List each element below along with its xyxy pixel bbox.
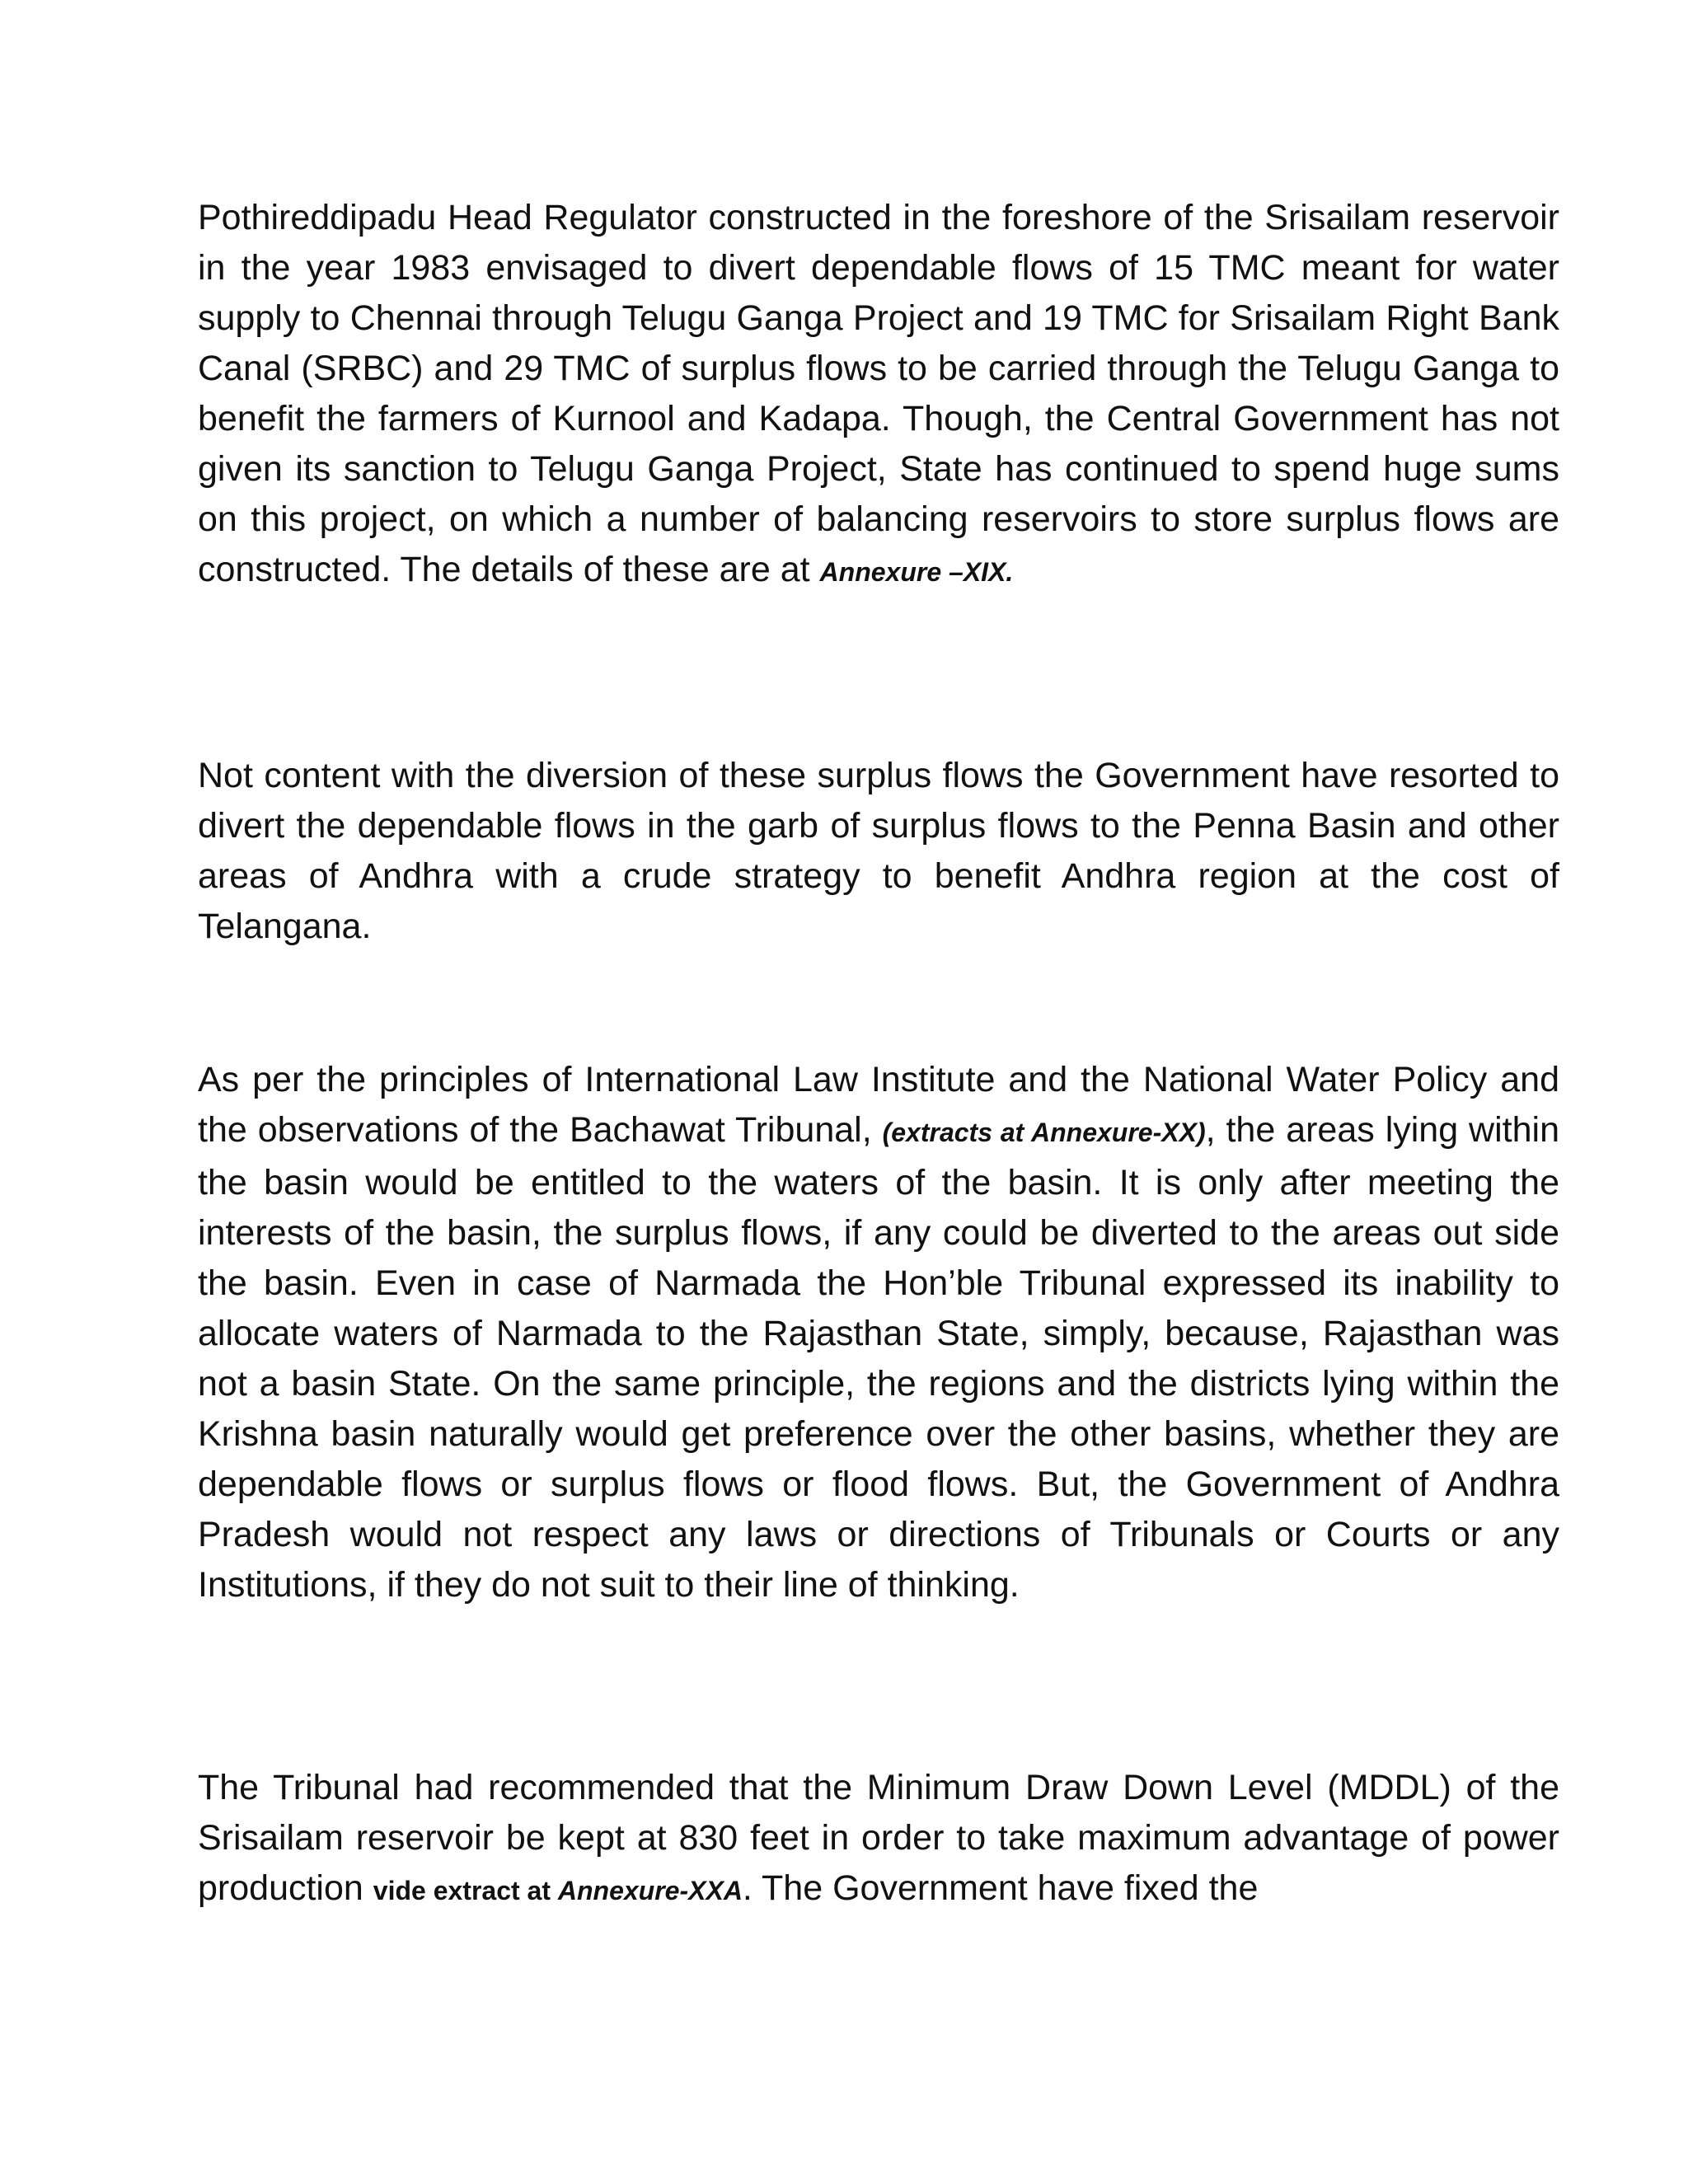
- paragraph-pothireddipadu: [198, 193, 1559, 598]
- paragraph-mddl: [198, 1763, 1559, 1916]
- paragraph-text-after: . The Government have fixed the: [742, 1868, 1259, 1908]
- paragraph-text-before: The Tribunal had recommended that the Minimum Draw Down Level (MDDL) of the Srisailam reservoir be kept at 830 feet in order to take maximum advantage of power production: [198, 1768, 1559, 1908]
- annexure-xix-reference: Annexure –XIX.: [819, 557, 1014, 587]
- paragraph-basin-principles: [198, 1055, 1559, 1610]
- paragraph-text-after: , the areas lying within the basin would be entitled to the waters of the basin. It is only after meeting the interests of the basin, the surplus flows, if any could be diverted to the areas out side the basin. Even in case of Narmada the Hon’ble Tribunal expressed its inability to allocate waters of Narmada to the Rajasthan State, simply, because, Rajasthan was not a basin State. On the same principle, the regions and the districts lying within the Krishna basin naturally would get preference over the other basins, whether they are dependable flows or surplus flows or flood flows. But, the Government of Andhra Pradesh would not respect any laws or directions of Tribunals or Courts or any Institutions, if they do not suit to their line of thinking.: [198, 1110, 1559, 1605]
- paragraph-text: Pothireddipadu Head Regulator constructed in the foreshore of the Srisailam reservoir in the year 1983 envisaged to divert dependable flows of 15 TMC meant for water supply to Chennai through Telugu Ganga Project and 19 TMC for Srisailam Right Bank Canal (SRBC) and 29 TMC of surplus flows to be carried through the Telugu Ganga to benefit the farmers of Kurnool and Kadapa. Though, the Central Government has not given its sanction to Telugu Ganga Project, State has continued to spend huge sums on this project, on which a number of balancing reservoirs to store surplus flows are constructed. The details of these are at: [198, 198, 1559, 589]
- paragraph-text: Not content with the diversion of these surplus flows the Government have resorted to divert the dependable flows in the garb of surplus flows to the Penna Basin and other areas of Andhra with a crude strategy to benefit Andhra region at the cost of Telangana.: [198, 756, 1559, 946]
- paragraph-text-before: As per the principles of International Law Institute and the National Water Policy and the observations of the Bachawat Tribunal,: [198, 1060, 1559, 1150]
- vide-extract-label: vide extract at: [373, 1876, 558, 1905]
- annexure-xx-reference: (extracts at Annexure-XX): [882, 1118, 1206, 1147]
- annexure-xxa-reference: Annexure-XXA: [557, 1876, 743, 1905]
- paragraph-diversion: [198, 751, 1559, 952]
